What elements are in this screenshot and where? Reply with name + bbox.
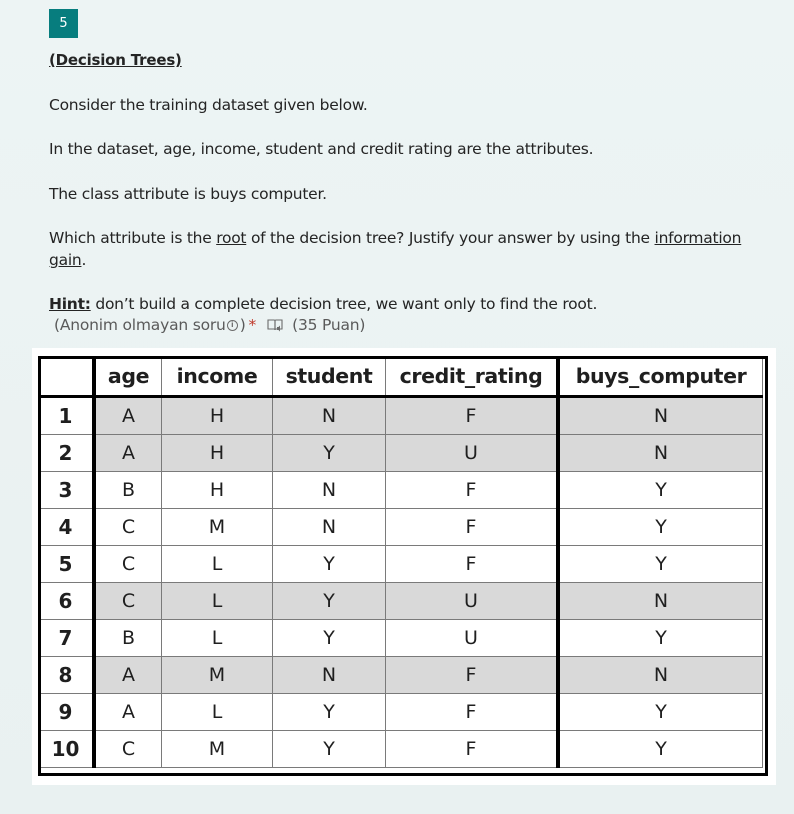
table-row xyxy=(39,472,763,509)
dataset-table xyxy=(38,356,763,768)
cell-income: L xyxy=(162,583,273,620)
table-row xyxy=(39,509,763,546)
table-row xyxy=(39,731,763,768)
table-row xyxy=(39,546,763,583)
cell-buys-computer: N xyxy=(558,435,763,472)
header-credit-rating: credit_rating xyxy=(386,357,559,397)
cell-income: L xyxy=(162,694,273,731)
root-term: root xyxy=(216,229,247,247)
row-number: 10 xyxy=(39,731,95,768)
table-header-row xyxy=(39,357,763,397)
cell-student: Y xyxy=(273,620,386,657)
cell-income: L xyxy=(162,546,273,583)
row-number: 5 xyxy=(39,546,95,583)
cell-age: B xyxy=(94,472,162,509)
cell-age: C xyxy=(94,509,162,546)
cell-age: A xyxy=(94,657,162,694)
cell-age: C xyxy=(94,546,162,583)
cell-age: A xyxy=(94,694,162,731)
header-buys-computer: buys_computer xyxy=(558,357,763,397)
cell-income: M xyxy=(162,657,273,694)
cell-buys-computer: N xyxy=(558,657,763,694)
cell-income: L xyxy=(162,620,273,657)
p4-text-1: Which attribute is the xyxy=(49,229,217,247)
cell-buys-computer: Y xyxy=(558,472,763,509)
cell-credit-rating: F xyxy=(386,472,559,509)
cell-credit-rating: F xyxy=(386,657,559,694)
hint-label: Hint: xyxy=(49,295,91,313)
row-number: 1 xyxy=(39,397,95,435)
cell-income: H xyxy=(162,435,273,472)
table-row xyxy=(39,694,763,731)
table-row xyxy=(39,620,763,657)
row-number: 2 xyxy=(39,435,95,472)
hint-paragraph xyxy=(49,293,769,315)
cell-age: C xyxy=(94,731,162,768)
question-paragraph-3: The class attribute is buys computer. xyxy=(49,185,327,203)
meta-close: ) xyxy=(239,316,246,334)
cell-credit-rating: U xyxy=(386,620,559,657)
points-label: (35 Puan) xyxy=(292,316,366,334)
cell-buys-computer: N xyxy=(558,397,763,435)
header-student: student xyxy=(273,357,386,397)
cell-buys-computer: Y xyxy=(558,731,763,768)
cell-buys-computer: Y xyxy=(558,546,763,583)
cell-credit-rating: F xyxy=(386,731,559,768)
meta-text: (Anonim olmayan soru xyxy=(54,316,226,334)
cell-buys-computer: Y xyxy=(558,620,763,657)
table-row xyxy=(39,397,763,435)
table-row xyxy=(39,435,763,472)
header-income: income xyxy=(162,357,273,397)
cell-student: Y xyxy=(273,435,386,472)
cell-student: N xyxy=(273,657,386,694)
cell-student: N xyxy=(273,472,386,509)
cell-credit-rating: U xyxy=(386,435,559,472)
cell-age: C xyxy=(94,583,162,620)
dataset-image xyxy=(32,348,776,785)
p4-text-2: of the decision tree? Justify your answer by using the xyxy=(246,229,655,247)
cell-student: Y xyxy=(273,731,386,768)
row-number: 4 xyxy=(39,509,95,546)
immersive-reader-icon[interactable] xyxy=(266,317,284,333)
cell-student: Y xyxy=(273,694,386,731)
cell-income: H xyxy=(162,397,273,435)
cell-income: M xyxy=(162,509,273,546)
table-row xyxy=(39,583,763,620)
row-number: 8 xyxy=(39,657,95,694)
hint-text: don’t build a complete decision tree, we want only to find the root. xyxy=(90,295,598,313)
p4-period: . xyxy=(81,251,87,269)
row-number: 7 xyxy=(39,620,95,657)
cell-buys-computer: Y xyxy=(558,509,763,546)
cell-credit-rating: F xyxy=(386,694,559,731)
row-number: 3 xyxy=(39,472,95,509)
cell-student: N xyxy=(273,509,386,546)
cell-student: N xyxy=(273,397,386,435)
row-number: 6 xyxy=(39,583,95,620)
cell-credit-rating: F xyxy=(386,546,559,583)
cell-buys-computer: N xyxy=(558,583,763,620)
cell-age: B xyxy=(94,620,162,657)
cell-age: A xyxy=(94,397,162,435)
question-paragraph-4 xyxy=(49,227,769,271)
cell-credit-rating: U xyxy=(386,583,559,620)
table-row xyxy=(39,657,763,694)
cell-credit-rating: F xyxy=(386,397,559,435)
cell-buys-computer: Y xyxy=(558,694,763,731)
info-icon[interactable]: i xyxy=(227,320,238,331)
question-meta xyxy=(54,316,365,334)
cell-student: Y xyxy=(273,546,386,583)
cell-income: M xyxy=(162,731,273,768)
information-gain-term-2: gain xyxy=(49,251,82,269)
cell-income: H xyxy=(162,472,273,509)
information-gain-term-1: information xyxy=(654,229,742,247)
cell-student: Y xyxy=(273,583,386,620)
cell-credit-rating: F xyxy=(386,509,559,546)
header-age: age xyxy=(94,357,162,397)
question-number-badge: 5 xyxy=(49,9,78,38)
question-paragraph-1: Consider the training dataset given below. xyxy=(49,96,368,114)
required-mark: * xyxy=(248,316,257,334)
question-title: (Decision Trees) xyxy=(49,51,182,69)
row-number: 9 xyxy=(39,694,95,731)
corner-cell xyxy=(39,357,95,397)
question-paragraph-2: In the dataset, age, income, student and credit rating are the attributes. xyxy=(49,140,594,158)
cell-age: A xyxy=(94,435,162,472)
